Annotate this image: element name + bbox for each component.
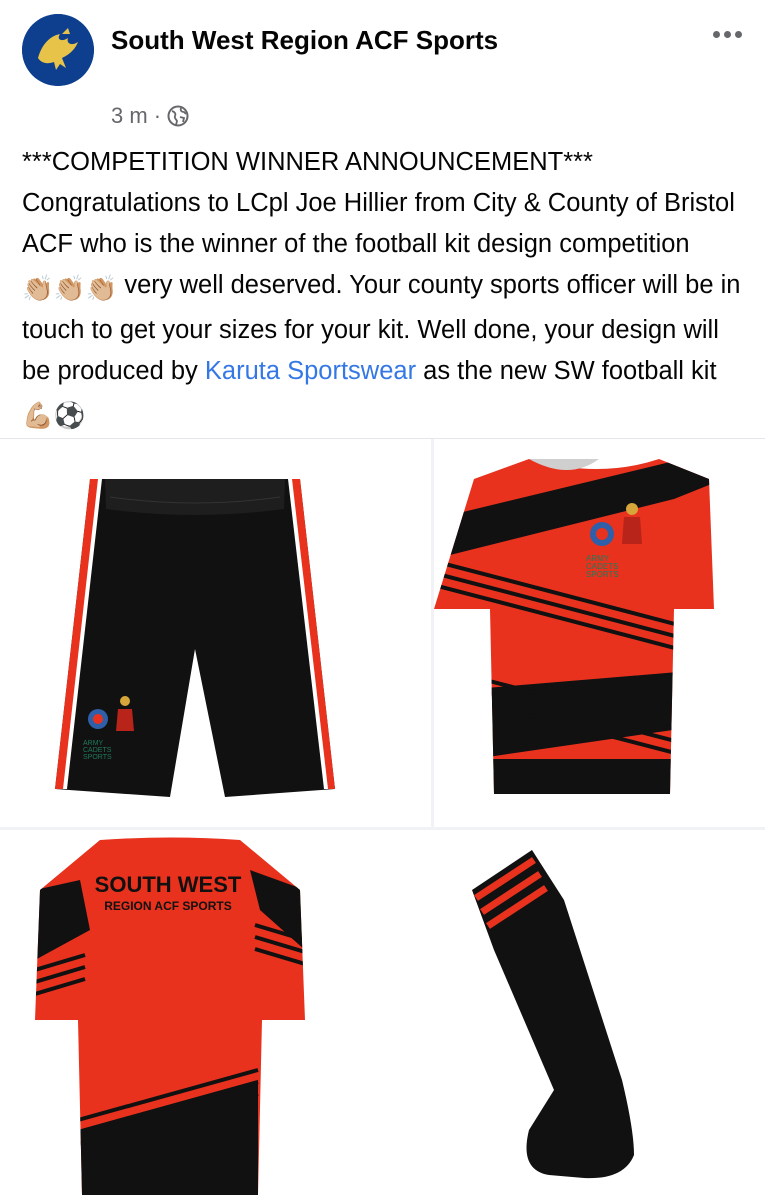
football-shorts-image <box>0 439 431 827</box>
muscle-football-emoji-icon: 💪🏼⚽ <box>22 402 86 430</box>
page-avatar[interactable] <box>22 14 94 86</box>
photo-grid <box>0 439 765 1200</box>
photo-shorts[interactable] <box>0 439 431 827</box>
shirt-back-print-line1: SOUTH WEST <box>94 872 242 897</box>
dragon-logo-icon <box>22 14 94 86</box>
shirt-badge-text-3: SPORTS <box>586 570 619 579</box>
photo-shirt-front[interactable] <box>434 439 765 827</box>
post-timestamp[interactable]: 3 m <box>111 103 148 128</box>
post-meta <box>111 101 189 131</box>
karuta-sportswear-link[interactable]: Karuta Sportswear <box>204 357 417 385</box>
photo-sock[interactable] <box>434 830 765 1200</box>
shirt-badge-text-1: ARMY <box>586 554 610 563</box>
globe-icon[interactable] <box>167 105 189 127</box>
clapping-hands-emoji-icon: 👏🏼👏🏼👏🏼 <box>22 275 118 303</box>
shirt-back-print-line2: REGION ACF SPORTS <box>104 899 232 913</box>
shorts-badge-text-2: CADETS <box>83 747 112 754</box>
post-body <box>22 142 747 437</box>
more-options-icon[interactable] <box>705 22 749 46</box>
football-shirt-back-image <box>0 830 431 1200</box>
announcement-heading: ***COMPETITION WINNER ANNOUNCEMENT*** <box>22 148 593 176</box>
meta-separator: · <box>153 103 162 128</box>
shorts-badge-text-1: ARMY <box>83 740 104 747</box>
post-header <box>0 0 765 140</box>
shirt-badge-text-2: CADETS <box>586 562 619 571</box>
post-body-text-b: very well deserved. Your county sports officer will be in touch to get your sizes for your kit. Well done, your design will be produced by <box>22 271 741 385</box>
post-body-text-c: as the new SW football kit <box>416 357 717 385</box>
football-shirt-front-image <box>434 439 765 827</box>
football-sock-image <box>434 830 765 1200</box>
post-body-text-a: Congratulations to LCpl Joe Hillier from City & County of Bristol ACF who is the winner of the football kit design competition <box>22 189 735 258</box>
photo-shirt-back[interactable] <box>0 830 431 1200</box>
shorts-badge-text-3: SPORTS <box>83 754 112 761</box>
page-name[interactable]: South West Region ACF Sports <box>111 25 499 55</box>
